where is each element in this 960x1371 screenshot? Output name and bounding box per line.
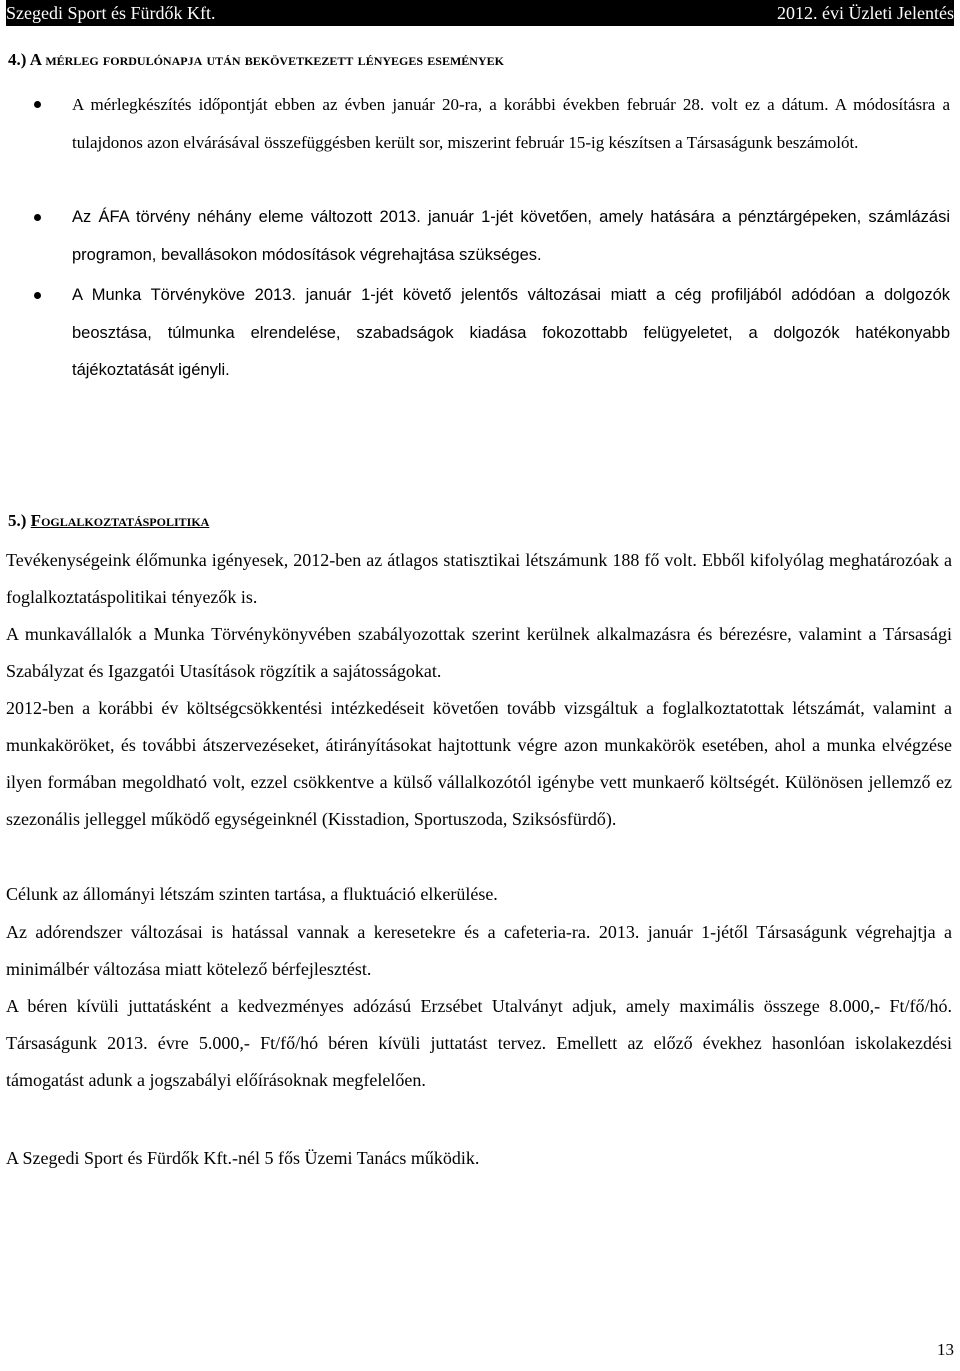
bullet-icon [34, 214, 41, 221]
page-header [6, 0, 954, 26]
bullet-text: A Munka Törvényköve 2013. január 1-jét követő jelentős változásai miatt a cég profiljából adódóan a dolgozók beosztása, túlmunka elrendelése, szabadságok kiadása fokozottabb felügyeletet, a dolgozók hatékonyabb tájékoztatását igényli. [72, 286, 950, 379]
list-item [72, 199, 950, 274]
bullet-icon [34, 101, 41, 108]
section-4-number: 4.) A [8, 50, 42, 69]
paragraph: A munkavállalók a Munka Törvénykönyvében szabályozottak szerint kerülnek alkalmazásra és bérezésre, valamint a Társasági Szabályzat és Igazgatói Utasítások rögzítik a sajátosságokat. [6, 624, 952, 681]
paragraph: Tevékenységeink élőmunka igényesek, 2012-ben az átlagos statisztikai létszámunk 188 fő volt. Ebből kifolyólag meghatározóak a foglalkoztatáspolitikai tényezők is. [6, 550, 952, 607]
section-5-number: 5.) [8, 511, 27, 530]
bullet-text: A mérlegkészítés időpontját ebben az évben január 20-ra, a korábbi években február 28. volt ez a dátum. A módosításra a tulajdonos azon elvárásával összefüggésben került sor, miszerint február 15-ig készítsen a Társaságunk beszámolót. [72, 95, 950, 152]
bullet-icon [34, 292, 41, 299]
section-4-title: mérleg fordulónapja után bekövetkezett lényeges események [45, 50, 504, 69]
section-5-heading [8, 511, 209, 531]
section-5-title: Foglalkoztatáspolitika [30, 511, 210, 530]
page-number: 13 [937, 1340, 954, 1359]
section-4-heading [8, 50, 504, 70]
list-item [72, 86, 950, 161]
header-company: Szegedi Sport és Fürdők Kft. [6, 3, 216, 23]
paragraph: Célunk az állományi létszám szinten tartása, a fluktuáció elkerülése. [6, 884, 498, 904]
header-report-title: 2012. évi Üzleti Jelentés [777, 3, 954, 23]
paragraph: Az adórendszer változásai is hatással vannak a keresetekre és a cafeteria-ra. 2013. január 1-jétől Társaságunk végrehajtja a minimálbér változása miatt kötelező bérfejlesztést. [6, 922, 952, 979]
paragraph: A béren kívüli juttatásként a kedvezményes adózású Erzsébet Utalványt adjuk, amely maximális összege 8.000,- Ft/fő/hó. Társaságunk 2013. évre 5.000,- Ft/fő/hó béren kívüli juttatást tervez. Emellett az előző évekhez hasonlóan iskolakezdési támogatást adunk a jogszabályi előírásoknak megfelelően. [6, 996, 952, 1090]
paragraph: A Szegedi Sport és Fürdők Kft.-nél 5 fős Üzemi Tanács működik. [6, 1148, 480, 1168]
bullet-text: Az ÁFA törvény néhány eleme változott 2013. január 1-jét követően, amely hatására a pénztárgépeken, számlázási programon, bevallásokon módosítások végrehajtása szükséges. [72, 208, 950, 264]
paragraph: 2012-ben a korábbi év költségcsökkentési intézkedéseit követően tovább vizsgáltuk a foglalkoztatottak létszámát, valamint a munkaköröket, és további átszervezéseket, átirányításokat hajtottunk végre azon munkakörök esetében, ahol a munka elvégzése ilyen formában megoldható volt, ezzel csökkentve a külső vállalkozótól igénybe vett munkaerő költségét. Különösen jellemző ez szezonális jelleggel működő egységeinknél (Kisstadion, Sportuszoda, Sziksósfürdő). [6, 698, 952, 829]
list-item [72, 277, 950, 390]
